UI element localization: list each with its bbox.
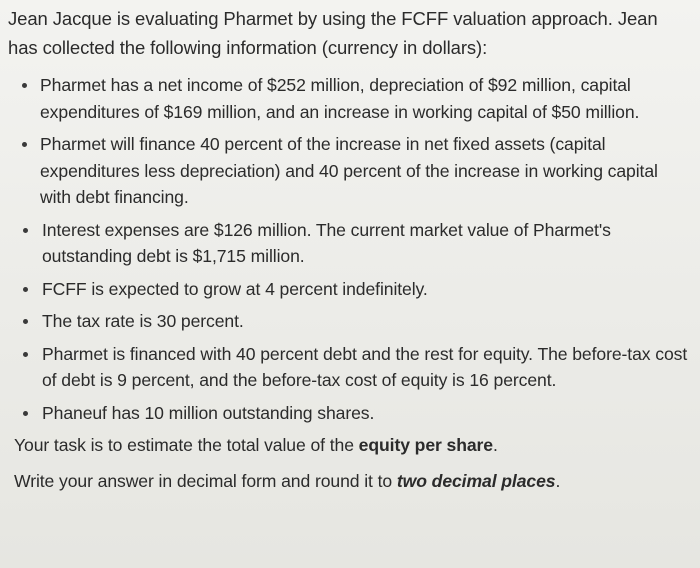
bullet-icon [23,287,28,292]
instruction-suffix: . [555,471,561,491]
intro-paragraph: Jean Jacque is evaluating Pharmet by using the FCFF valuation approach. Jean has collected the following information (currency in dollars): [8,8,658,58]
list-item [8,131,692,211]
bullet-text: Pharmet has a net income of $252 million, depreciation of $92 million, capital expenditures of $169 million, and an increase in working capital of $50 million. [40,75,640,122]
bullet-icon [23,352,28,357]
list-item [8,400,692,427]
bullet-text: Interest expenses are $126 million. The current market value of Pharmet's outstanding debt is $1,715 million. [42,219,611,266]
bullet-icon [23,319,28,324]
list-item [8,72,692,125]
bullet-text: Pharmet is financed with 40 percent debt and the rest for equity. The before-tax cost of debt is 9 percent, and the before-tax cost of equity is 16 percent. [42,343,688,390]
bullet-text: Pharmet will finance 40 percent of the increase in net fixed assets (capital expenditures less depreciation) and 40 percent of the increase in working capital with debt financing. [40,134,658,207]
task-suffix: . [493,435,498,455]
bullet-icon [23,228,28,233]
bullet-icon [22,83,27,88]
instruction-emphasis: two decimal places [396,471,556,491]
bullet-text: Phaneuf has 10 million outstanding shares. [42,402,375,423]
instruction-prefix: Write your answer in decimal form and round it to [14,471,397,491]
bullet-text: The tax rate is 30 percent. [42,311,244,331]
bullet-icon [22,142,27,147]
answer-instruction [14,468,692,494]
task-emphasis: equity per share [358,435,493,455]
given-information-list [8,72,692,426]
list-item [8,217,692,270]
list-item [8,308,692,335]
bullet-icon [23,411,28,416]
list-item [8,341,692,394]
list-item [8,276,692,303]
task-prefix: Your task is to estimate the total value of the [14,435,359,455]
bullet-text: FCFF is expected to grow at 4 percent indefinitely. [42,278,428,299]
task-statement [14,432,692,458]
